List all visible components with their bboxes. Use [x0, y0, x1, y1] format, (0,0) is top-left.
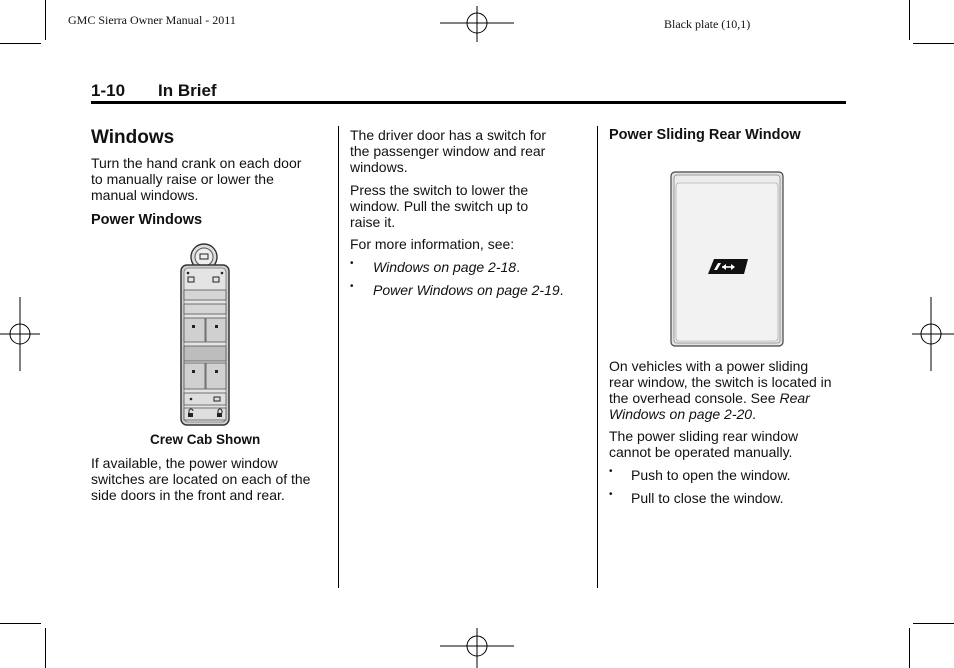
crop-mark — [0, 43, 41, 44]
bullet-item: Pull to close the window. — [631, 490, 784, 506]
driver-switch-paragraph — [350, 127, 546, 175]
text-line: cannot be operated manually. — [609, 444, 793, 460]
text-line: The driver door has a switch for — [350, 127, 547, 143]
registration-mark-icon — [0, 297, 40, 371]
crop-mark — [909, 0, 910, 40]
text-span: the overhead console. See — [609, 390, 780, 406]
bullet-icon: • — [609, 466, 613, 477]
text-line: If available, the power window — [91, 455, 278, 471]
text-line: Turn the hand crank on each door — [91, 155, 302, 171]
reference-link[interactable] — [373, 259, 520, 275]
reference-text[interactable]: Power Windows on page 2-19 — [373, 282, 560, 298]
crop-mark — [913, 43, 954, 44]
column-divider — [338, 126, 339, 588]
text-line: side doors in the front and rear. — [91, 487, 285, 503]
bullet-icon: • — [350, 258, 354, 269]
crop-mark — [45, 0, 46, 40]
registration-mark-icon — [440, 6, 514, 42]
page-number: 1-10 — [91, 81, 126, 100]
figure-caption: Crew Cab Shown — [150, 432, 261, 447]
section-heading — [91, 81, 217, 101]
text-line: to manually raise or lower the — [91, 171, 274, 187]
crop-mark — [909, 628, 910, 668]
text-line: raise it. — [350, 214, 396, 230]
punctuation: . — [516, 259, 520, 275]
rear-window-switch-illustration — [670, 171, 784, 347]
operation-paragraph — [350, 182, 528, 230]
registration-mark-icon — [440, 628, 514, 668]
plate-label: Black plate (10,1) — [664, 17, 751, 31]
heading-rule — [91, 101, 846, 104]
intro-paragraph — [91, 155, 301, 203]
reference-link[interactable] — [373, 282, 564, 298]
bullet-item: Push to open the window. — [631, 467, 791, 483]
power-sliding-heading: Power Sliding Rear Window — [609, 127, 801, 143]
location-paragraph — [91, 455, 310, 503]
crop-mark — [0, 623, 41, 624]
section-title: In Brief — [158, 81, 217, 100]
text-line: rear window, the switch is located in — [609, 374, 832, 390]
power-window-switch-illustration — [179, 240, 233, 426]
reference-text[interactable]: Windows on page 2-18 — [373, 259, 517, 275]
text-line — [609, 406, 832, 422]
punctuation: . — [559, 282, 564, 298]
plate-title: GMC Sierra Owner Manual - 2011 — [68, 13, 236, 27]
text-line: manual windows. — [91, 187, 199, 203]
text-line: the passenger window and rear — [350, 143, 546, 159]
more-info-text: For more information, see: — [350, 236, 515, 252]
text-line: The power sliding rear window — [609, 428, 799, 444]
text-line: Press the switch to lower the — [350, 182, 529, 198]
text-line — [609, 390, 832, 406]
text-line: switches are located on each of the — [91, 471, 311, 487]
manual-operation-paragraph — [609, 428, 798, 460]
text-line: On vehicles with a power sliding — [609, 358, 809, 374]
punctuation: . — [752, 406, 756, 422]
reference-text[interactable]: Rear — [779, 390, 810, 406]
bullet-icon: • — [609, 489, 613, 500]
text-line: window. Pull the switch up to — [350, 198, 529, 214]
reference-text[interactable]: Windows on page 2-20 — [609, 406, 753, 422]
crop-mark — [45, 628, 46, 668]
crop-mark — [913, 623, 954, 624]
location-paragraph — [609, 358, 832, 422]
registration-mark-icon — [912, 297, 954, 371]
bullet-icon: • — [350, 281, 354, 292]
text-line: windows. — [350, 159, 408, 175]
power-windows-heading: Power Windows — [91, 212, 203, 228]
column-divider — [597, 126, 598, 588]
windows-heading: Windows — [91, 127, 175, 148]
